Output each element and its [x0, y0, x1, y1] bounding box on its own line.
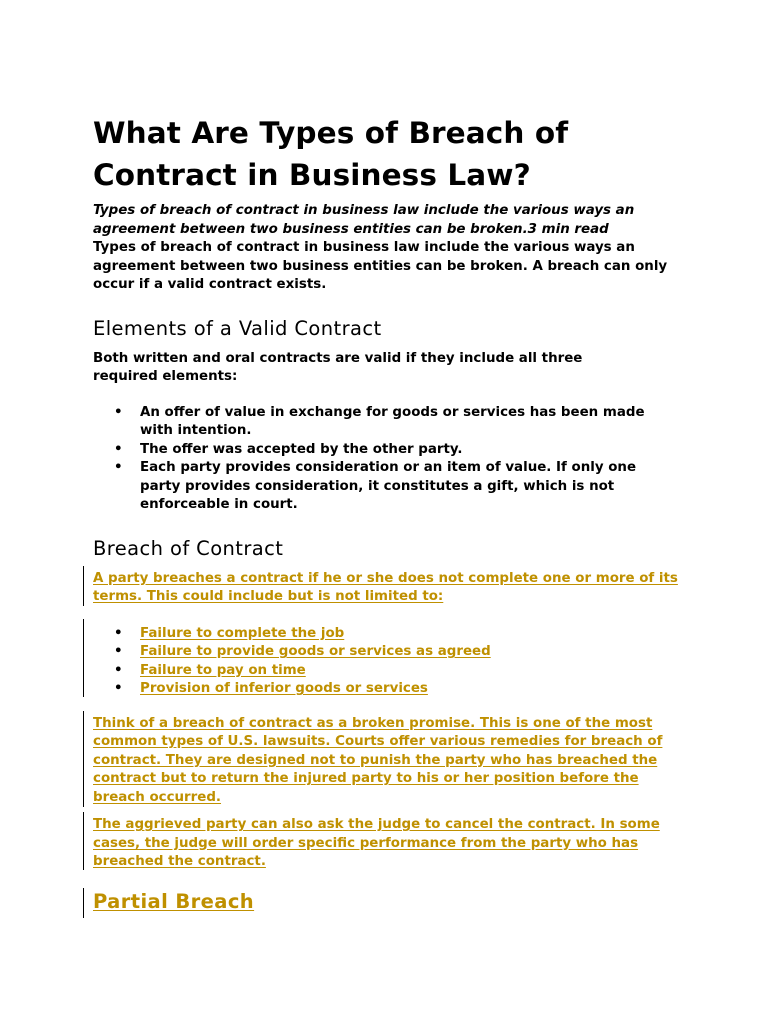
bullet: •: [114, 662, 123, 678]
breach-para2-link[interactable]: The aggrieved party can also ask the judge to cancel the contract. In some cases, the judge will order specific performance from the party who has breached the contract.: [93, 817, 660, 869]
bullet: •: [114, 644, 123, 659]
revision-bar: [83, 812, 84, 870]
list-item: [93, 643, 683, 662]
elements-list: [93, 404, 653, 515]
list-item: • The offer was accepted by the other party.: [93, 441, 653, 460]
document-page: [93, 112, 683, 914]
bullet: •: [114, 441, 123, 457]
bullet: •: [114, 460, 123, 475]
elements-intro: Both written and oral contracts are valid if they include all three required elements:: [93, 350, 583, 384]
partial-section: [93, 890, 683, 914]
breach-item-link[interactable]: Failure to complete the job: [140, 625, 345, 641]
page-title: What Are Types of Breach of Contract in Business Law?: [93, 116, 569, 192]
breach-item-link[interactable]: Provision of inferior goods or services: [140, 681, 428, 696]
breach-heading: Breach of Contract: [93, 536, 284, 560]
breach-item-link[interactable]: Failure to provide goods or services as agreed: [140, 644, 491, 659]
breach-para2-section: [93, 816, 683, 872]
breach-item-link[interactable]: Failure to pay on time: [140, 662, 306, 678]
list-item: [93, 662, 683, 681]
intro-italic: Types of breach of contract in business law include the various ways an agreement between two business entities can be broken.3 min read: [93, 203, 635, 237]
breach-intro-link[interactable]: A party breaches a contract if he or she does not complete one or more of its terms. This could include but is not limited to:: [93, 570, 678, 604]
revision-bar: [83, 619, 84, 697]
breach-list: [93, 625, 683, 699]
list-item: [93, 680, 683, 699]
revision-bar: [83, 566, 84, 606]
revision-bar: [83, 711, 84, 807]
breach-para1-link[interactable]: Think of a breach of contract as a broken promise. This is one of the most common types of U.S. lawsuits. Courts offer various remedies for breach of contract. They are designed not to punish the party who has breached the contract but to return the injured party to his or her position before the breach occurred.: [93, 715, 663, 805]
bullet: •: [114, 625, 123, 641]
bullet: •: [114, 681, 123, 696]
partial-heading-link[interactable]: Partial Breach: [93, 889, 255, 913]
breach-para1-section: [93, 715, 683, 808]
revision-bar: [83, 888, 84, 918]
list-item: • Each party provides consideration or an item of value. If only one party provides consideration, it constitutes a gift, which is not enforceable in court.: [114, 460, 637, 512]
elements-heading: Elements of a Valid Contract: [93, 316, 382, 340]
intro-body: Types of breach of contract in business law include the various ways an agreement between two business entities can be broken. A breach can only occur if a valid contract exists.: [93, 240, 668, 292]
list-item: [93, 625, 683, 644]
list-item: • An offer of value in exchange for goods or services has been made with intention.: [114, 404, 645, 438]
breach-intro-section: [93, 570, 683, 607]
bullet: •: [114, 404, 123, 420]
breach-list-section: [93, 625, 683, 699]
